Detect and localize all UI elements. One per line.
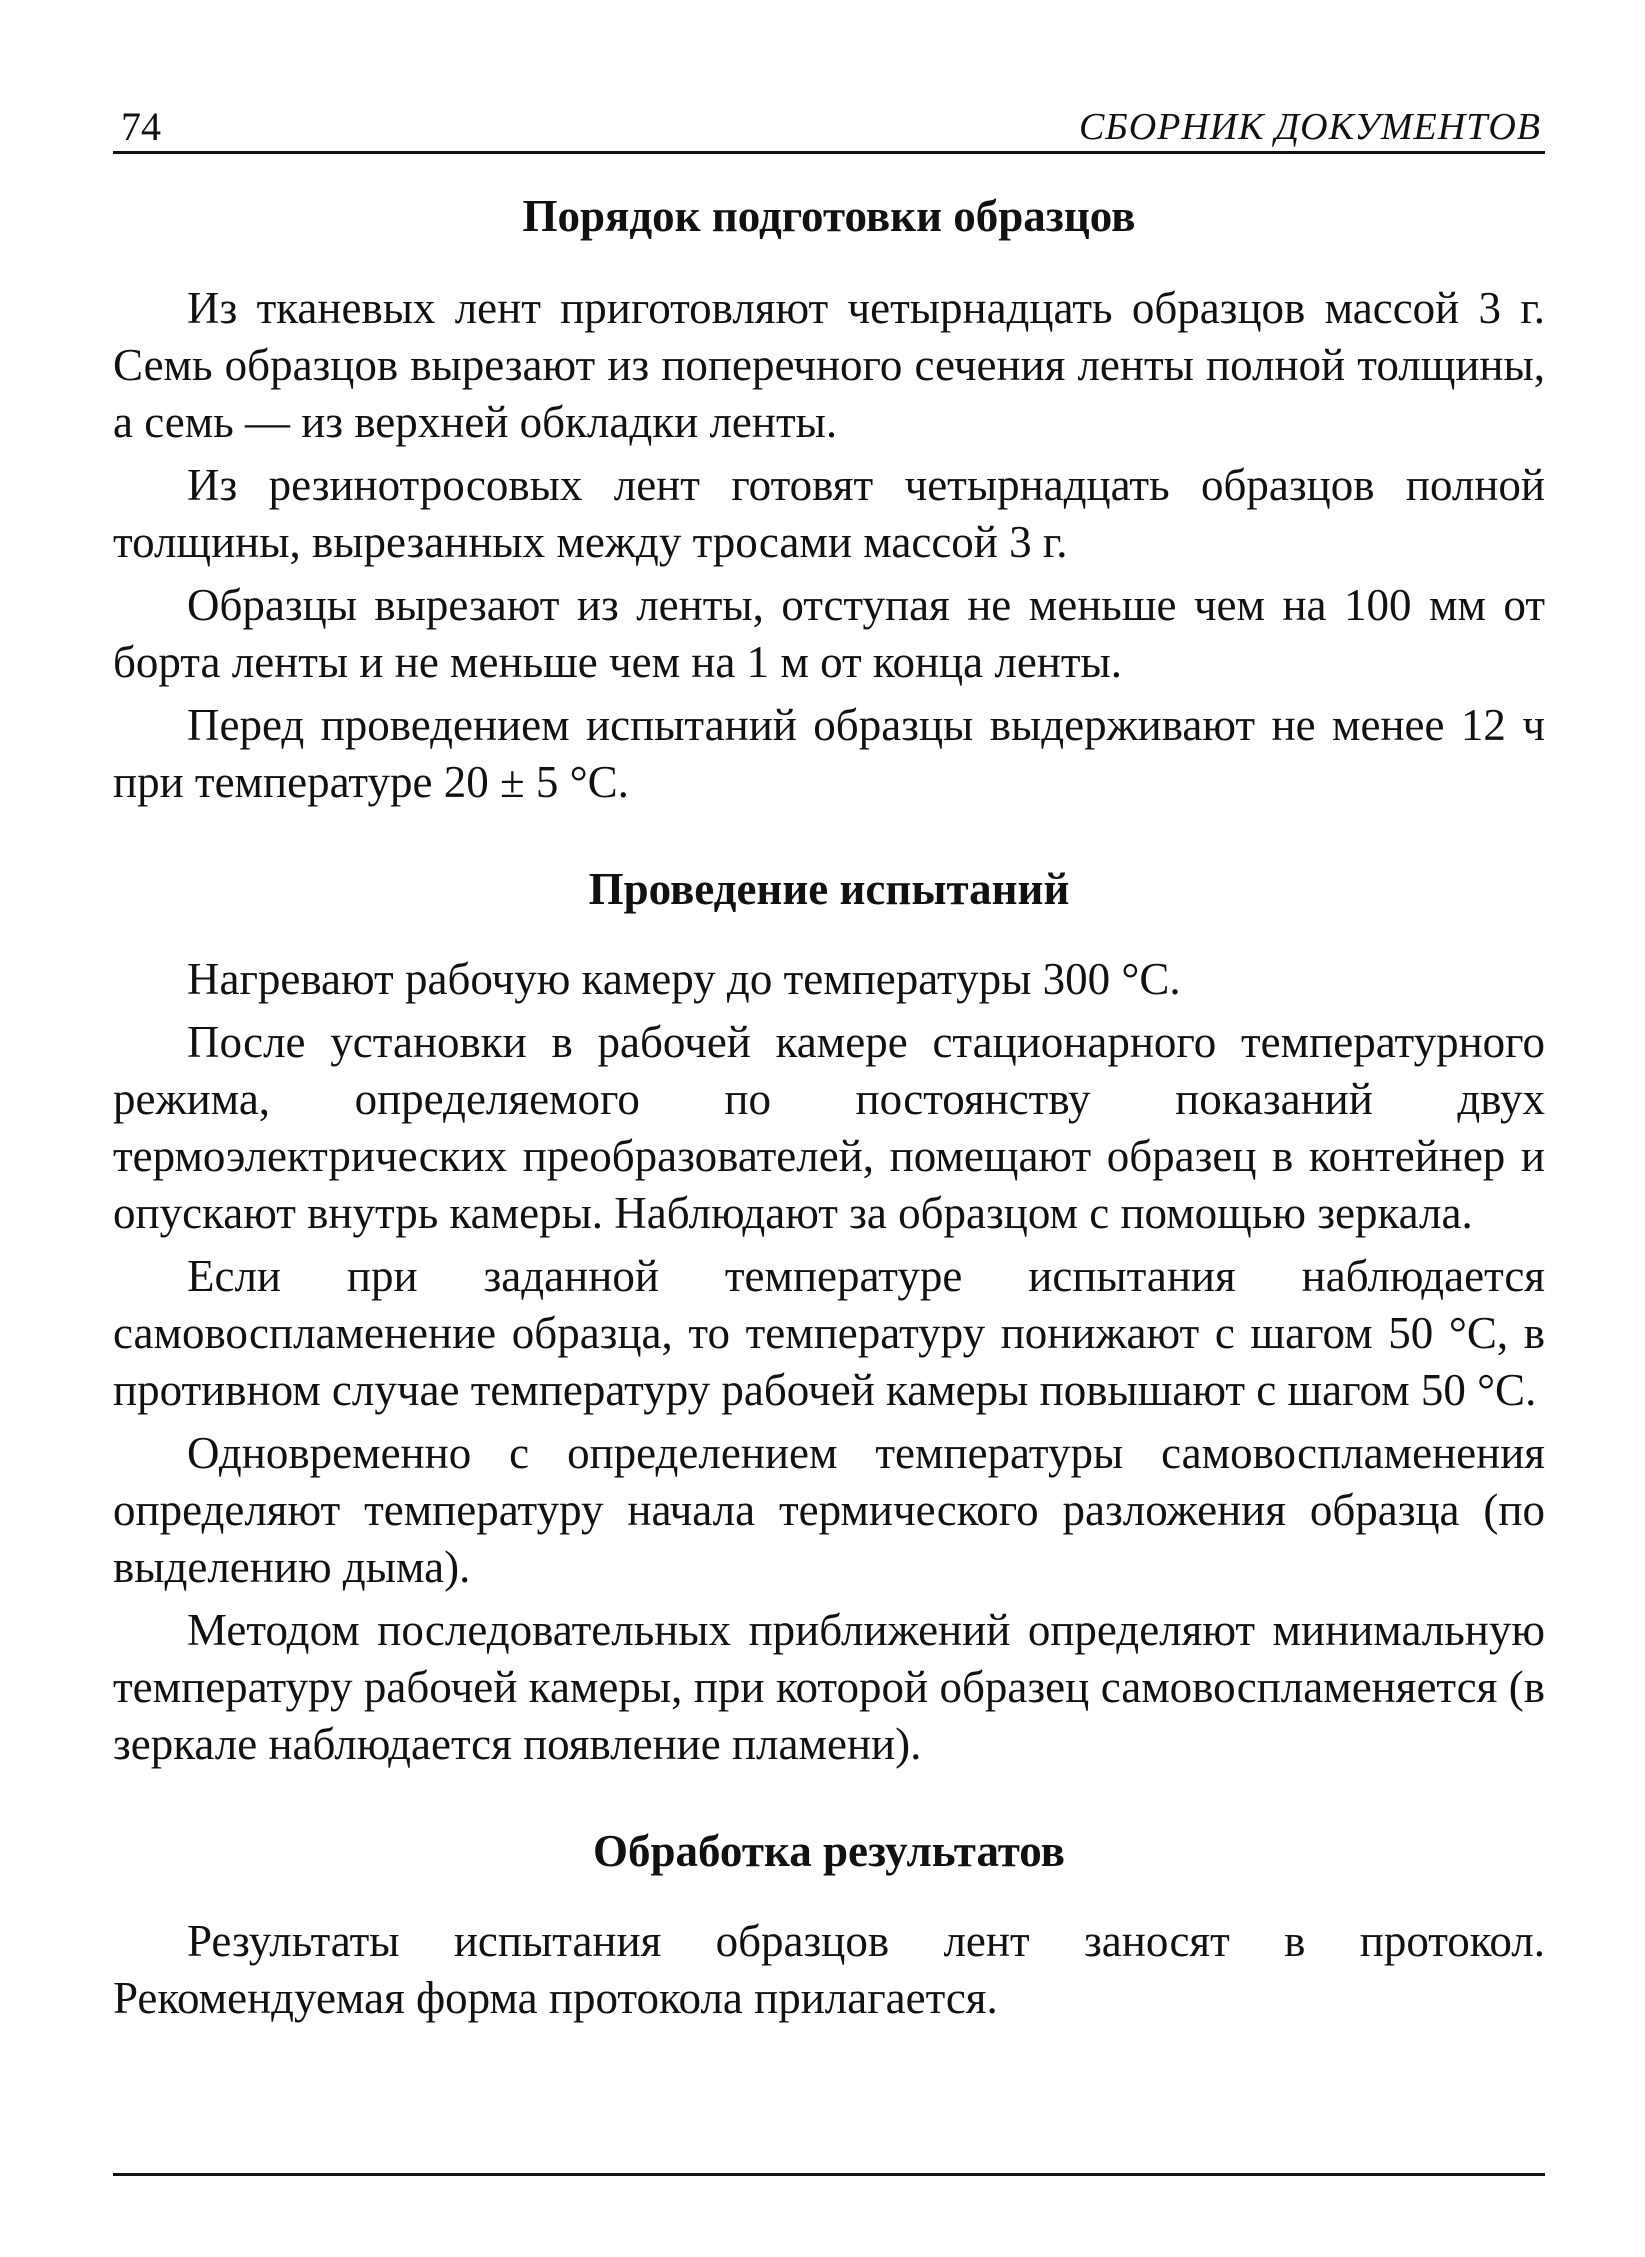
bottom-rule <box>113 2173 1545 2176</box>
paragraph: Образцы вырезают из ленты, отступая не меньше чем на 100 мм от борта ленты и не меньше чем на 1 м от конца ленты. <box>113 580 1545 687</box>
section-results <box>113 1823 1545 2027</box>
paragraph: Из тканевых лент приготовляют четырнадцать образцов массой 3 г. Семь образцов вырезают из поперечного сечения ленты полной толщины, а семь — из верхней обкладки ленты. <box>113 283 1545 447</box>
paragraph: Из резинотросовых лент готовят четырнадцать образцов полной толщины, вырезанных между тросами массой 3 г. <box>113 460 1545 567</box>
section-heading: Проведение испытаний <box>588 864 1070 914</box>
paragraph: Одновременно с определением температуры самовоспламенения определяют температуру начала термического разложения образца (по выделению дыма). <box>113 1428 1545 1592</box>
paragraph: Методом последовательных приближений определяют минимальную температуру рабочей камеры, при которой образец самовоспламеняется (в зеркале наблюдается появление пламени). <box>113 1605 1545 1769</box>
paragraph: Перед проведением испытаний образцы выдерживают не менее 12 ч при температуре 20 ± 5 °С. <box>113 700 1545 807</box>
collection-title: СБОРНИК ДОКУМЕНТОВ <box>1078 106 1541 148</box>
paragraph: Если при заданной температуре испытания наблюдается самовоспламенение образца, то температуру понижают с шагом 50 °С, в противном случае температуру рабочей камеры повышают с шагом 50 °С. <box>113 1251 1545 1415</box>
paragraph: Нагревают рабочую камеру до температуры 300 °С. <box>187 954 1181 1004</box>
section-testing <box>113 861 1545 1773</box>
document-page <box>113 95 1545 2033</box>
running-header <box>113 95 1545 154</box>
section-sample-preparation <box>113 188 1545 811</box>
paragraph: После установки в рабочей камере стационарного температурного режима, определяемого по постоянству показаний двух термоэлектрических преобразователей, помещают образец в контейнер и опускают внутрь камеры. Наблюдают за образцом с помощью зеркала. <box>113 1017 1545 1238</box>
section-heading: Обработка результатов <box>593 1826 1065 1876</box>
paragraph: Результаты испытания образцов лент заносят в протокол. Рекомендуемая форма протокола прилагается. <box>113 1916 1545 2023</box>
section-heading: Порядок подготовки образцов <box>522 191 1136 241</box>
page-number: 74 <box>121 104 161 149</box>
